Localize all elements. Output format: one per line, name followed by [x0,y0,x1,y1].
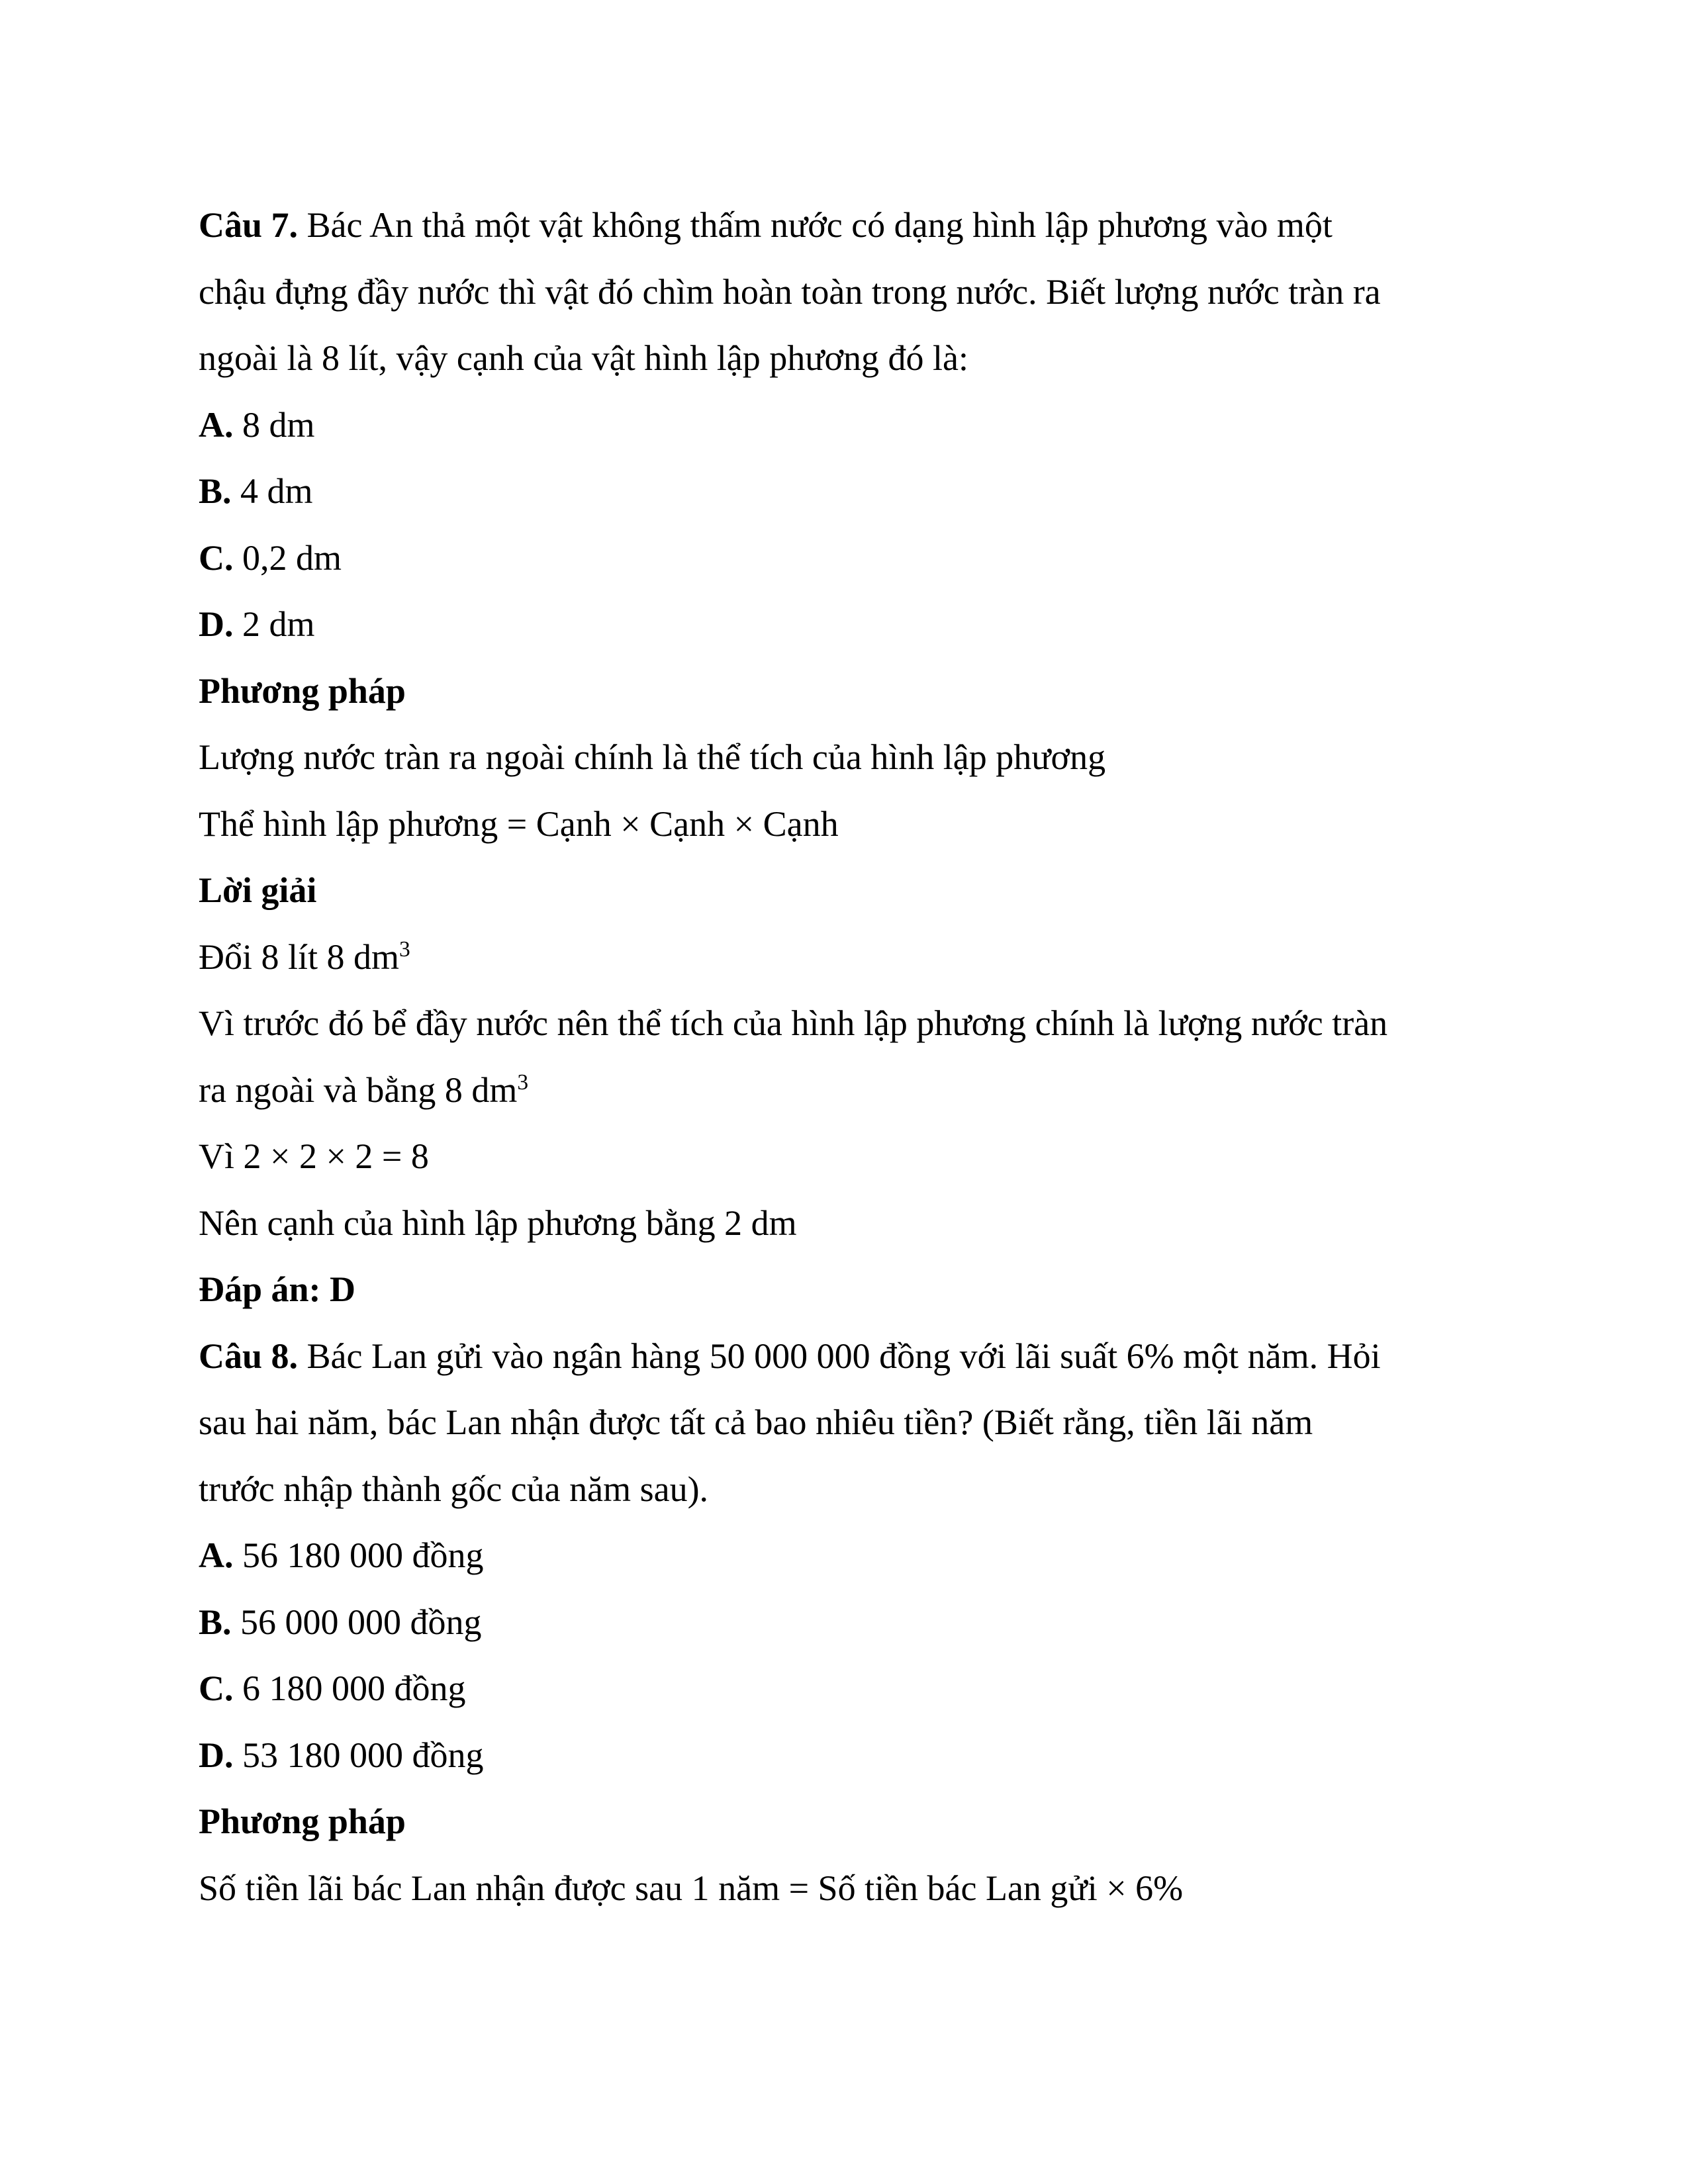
document-page [199,192,1496,1921]
q8-option-d-text: 53 180 000 đồng [233,1735,484,1775]
q7-option-d-text: 2 dm [233,604,315,644]
q7-stem-line-2: chậu đựng đầy nước thì vật đó chìm hoàn toàn trong nước. Biết lượng nước tràn ra [199,271,1381,312]
q8-stem-line-3: trước nhập thành gốc của năm sau). [199,1469,709,1509]
q8-option-a-letter: A. [199,1535,234,1575]
q8-stem-line-2: sau hai năm, bác Lan nhận được tất cả bao nhiêu tiền? (Biết rằng, tiền lãi năm [199,1402,1313,1442]
q7-solution-reason-2-text: ra ngoài và bằng 8 dm [199,1069,518,1110]
q8-option-c [199,1655,1496,1722]
q7-method-heading: Phương pháp [199,670,406,711]
q7-stem-line-1 [199,192,1496,259]
q8-option-c-text: 6 180 000 đồng [233,1668,466,1708]
q7-solution-convert-exp: 3 [399,936,410,962]
q7-stem-text-1: Bác An thả một vật không thấm nước có dạng hình lập phương vào một [298,205,1333,245]
q8-stem-line-1 [199,1323,1496,1390]
q7-solution-reason-2 [199,1057,1496,1124]
q8-option-c-letter: C. [199,1668,234,1708]
q7-solution-conclusion: Nên cạnh của hình lập phương bằng 2 dm [199,1203,797,1243]
q8-option-b-text: 56 000 000 đồng [231,1602,482,1642]
q8-stem-text-1: Bác Lan gửi vào ngân hàng 50 000 000 đồng với lãi suất 6% một năm. Hỏi [298,1336,1381,1376]
q7-option-c [199,525,1496,592]
q7-solution-calc: Vì 2 × 2 × 2 = 8 [199,1136,429,1176]
q7-answer: Đáp án: D [199,1269,356,1309]
q8-option-d-letter: D. [199,1735,234,1775]
q7-option-c-letter: C. [199,537,234,578]
q7-option-b-letter: B. [199,471,232,511]
q7-method-line-1: Lượng nước tràn ra ngoài chính là thể tích của hình lập phương [199,737,1106,777]
q7-option-b-text: 4 dm [231,471,313,511]
q7-option-b [199,458,1496,525]
q7-option-a-text: 8 dm [233,404,315,445]
q7-label: Câu 7. [199,205,299,245]
q7-option-d-letter: D. [199,604,234,644]
q8-option-a-text: 56 180 000 đồng [233,1535,484,1575]
q7-solution-convert [199,924,1496,991]
q7-solution-convert-text: Đổi 8 lít 8 dm [199,936,400,977]
q7-solution-heading: Lời giải [199,870,317,910]
q8-label: Câu 8. [199,1336,299,1376]
q7-stem-line-3: ngoài là 8 lít, vậy cạnh của vật hình lập phương đó là: [199,338,969,378]
q7-option-a [199,392,1496,459]
q8-option-d [199,1722,1496,1789]
q8-method-line-1: Số tiền lãi bác Lan nhận được sau 1 năm = Số tiền bác Lan gửi × 6% [199,1868,1184,1908]
q8-option-b [199,1589,1496,1656]
q7-solution-reason-1: Vì trước đó bể đầy nước nên thể tích của hình lập phương chính là lượng nước tràn [199,1003,1388,1043]
q7-option-d [199,591,1496,658]
q7-option-c-text: 0,2 dm [233,537,342,578]
q7-option-a-letter: A. [199,404,234,445]
q7-method-line-2: Thể hình lập phương = Cạnh × Cạnh × Cạnh [199,803,839,844]
q8-option-b-letter: B. [199,1602,232,1642]
q8-option-a [199,1522,1496,1589]
q8-method-heading: Phương pháp [199,1801,406,1841]
q7-solution-reason-2-exp: 3 [517,1069,529,1095]
